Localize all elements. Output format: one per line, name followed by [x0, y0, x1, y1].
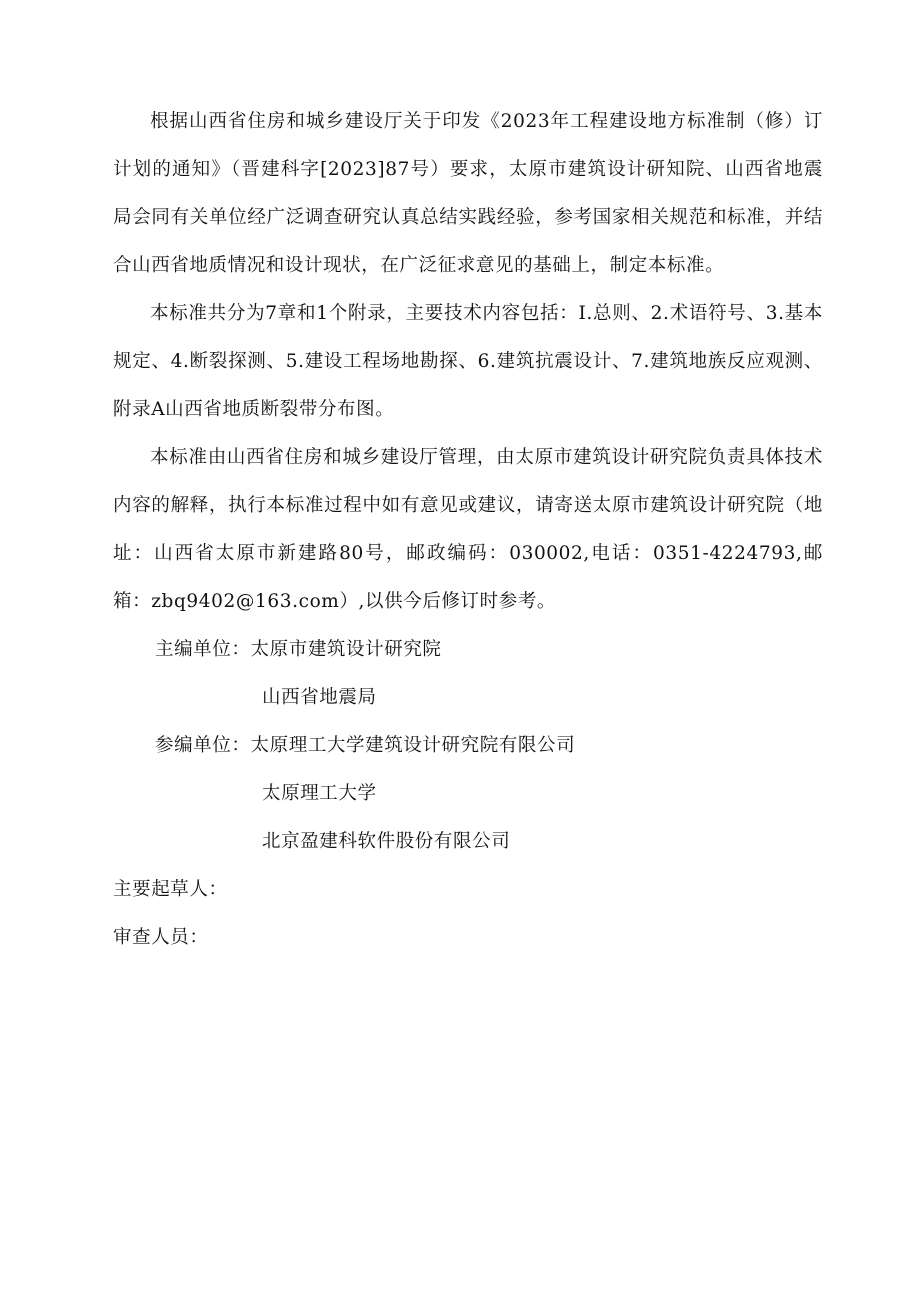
participating-unit: 太原理工大学	[262, 783, 377, 804]
participating-unit: 太原理工大学建筑设计研究院有限公司	[250, 735, 576, 756]
chief-editor-unit: 山西省地震局	[262, 687, 377, 708]
content-summary-paragraph: 本标准共分为7章和1个附录，主要技术内容包括：I.总则、2.术语符号、3.基本规定、4.断裂探测、5.建设工程场地勘探、6.建筑抗震设计、7.建筑地族反应观测、附录A山西省地质断裂带分布图。	[113, 303, 823, 420]
chief-editor-line	[155, 626, 442, 674]
intro-paragraph: 根据山西省住房和城乡建设厅关于印发《2023年工程建设地方标准制（修）订计划的通知》（晋建科字[2023]87号）要求，太原市建筑设计研知院、山西省地震局会同有关单位经广泛调查研究认真总结实践经验，参考国家相关规范和标准，并结合山西省地质情况和设计现状，在广泛征求意见的基础上，制定本标准。	[113, 111, 823, 276]
chief-editor-label: 主编单位：	[155, 639, 251, 660]
participating-label: 参编单位：	[155, 735, 251, 756]
main-drafters-label: 主要起草人：	[113, 879, 228, 900]
management-paragraph: 本标准由山西省住房和城乡建设厅管理，由太原市建筑设计研究院负责具体技术内容的解释，执行本标准过程中如有意见或建议，请寄送太原市建筑设计研究院（地址：山西省太原市新建路80号，邮政编码：030002,电话：0351-4224793,邮箱：zbq9402@163.com）,以供今后修订时参考。	[113, 447, 823, 612]
reviewers-label: 审查人员：	[113, 927, 209, 948]
chief-editor-unit: 太原市建筑设计研究院	[250, 639, 442, 660]
participating-unit-line	[155, 722, 575, 770]
participating-unit: 北京盈建科软件股份有限公司	[262, 831, 511, 852]
